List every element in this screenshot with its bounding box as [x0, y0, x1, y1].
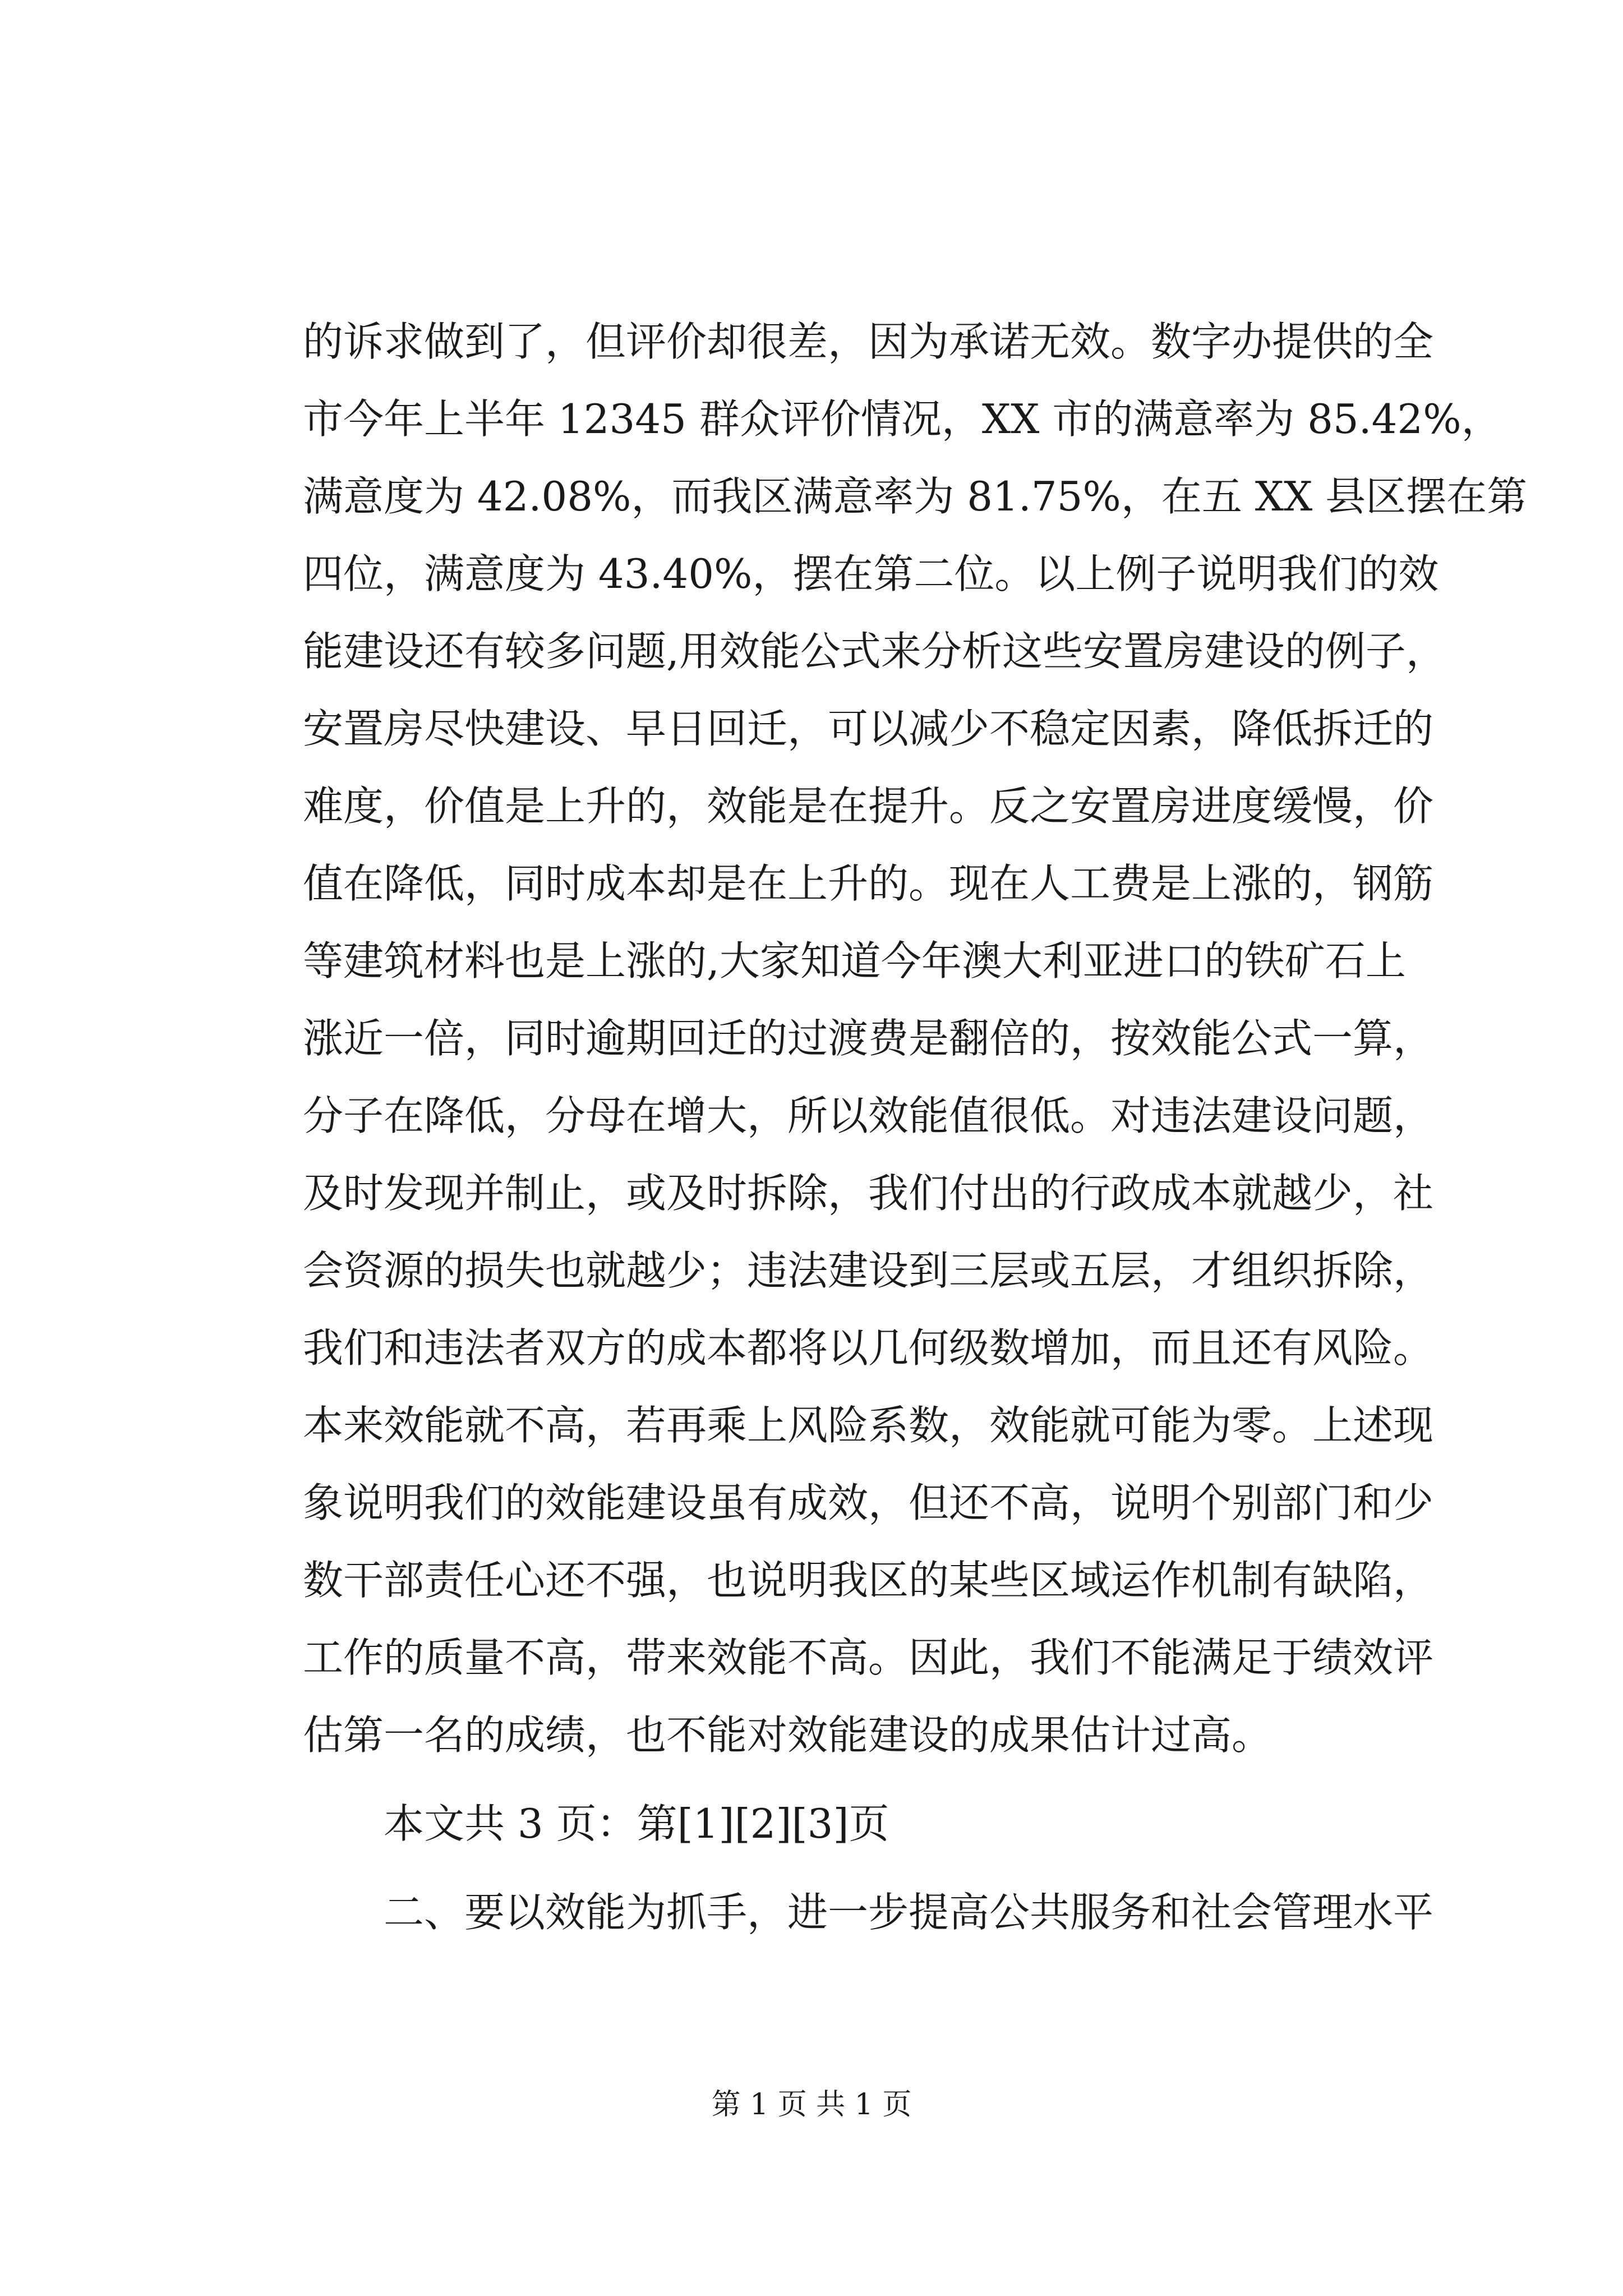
- paragraph-line: 安置房尽快建设、早日回迁，可以减少不稳定因素，降低拆迁的: [303, 705, 1434, 752]
- paragraph-line-last: 估第一名的成绩，也不能对效能建设的成果估计过高。: [303, 1711, 1272, 1759]
- document-body: [303, 303, 1528, 1951]
- paragraph-line: 工作的质量不高，带来效能不高。因此，我们不能满足于绩效评: [303, 1634, 1434, 1681]
- paragraph-line: 我们和违法者双方的成本都将以几何级数增加，而且还有风险。: [303, 1324, 1434, 1372]
- paragraph-line: 象说明我们的效能建设虽有成效，但还不高，说明个别部门和少: [303, 1479, 1434, 1526]
- section-heading: 二、要以效能为抓手，进一步提高公共服务和社会管理水平: [384, 1889, 1434, 1936]
- paragraph-line: 本来效能就不高，若再乘上风险系数，效能就可能为零。上述现: [303, 1402, 1434, 1449]
- paragraph-line: 四位，满意度为 43.40%，摆在第二位。以上例子说明我们的效: [303, 550, 1439, 597]
- paragraph-line: 市今年上半年 12345 群众评价情况，XX 市的满意率为 85.42%，: [303, 395, 1502, 443]
- paragraph-line: 满意度为 42.08%，而我区满意率为 81.75%，在五 XX 县区摆在第: [303, 473, 1528, 520]
- paragraph-line: 及时发现并制止，或及时拆除，我们付出的行政成本就越少，社: [303, 1170, 1434, 1217]
- paragraph-line: 涨近一倍，同时逾期回迁的过渡费是翻倍的，按效能公式一算，: [303, 1015, 1434, 1062]
- paragraph-line: 难度，价值是上升的，效能是在提升。反之安置房进度缓慢，价: [303, 783, 1434, 830]
- paragraph-line: 值在降低，同时成本却是在上升的。现在人工费是上涨的，钢筋: [303, 860, 1434, 907]
- paragraph-line: 数干部责任心还不强，也说明我区的某些区域运作机制有缺陷，: [303, 1557, 1434, 1604]
- paragraph-line: 的诉求做到了，但评价却很差，因为承诺无效。数字办提供的全: [303, 318, 1434, 365]
- page-footer: 第 1 页 共 1 页: [711, 2088, 912, 2122]
- paragraph-line: 会资源的损失也就越少；违法建设到三层或五层，才组织拆除，: [303, 1247, 1434, 1294]
- paragraph-line: 分子在降低，分母在增大，所以效能值很低。对违法建设问题，: [303, 1092, 1434, 1139]
- paragraph-line: 等建筑材料也是上涨的,大家知道今年澳大利亚进口的铁矿石上: [303, 937, 1406, 984]
- pagination-note: 本文共 3 页：第[1][2][3]页: [384, 1800, 889, 1847]
- paragraph-line: 能建设还有较多问题,用效能公式来分析这些安置房建设的例子，: [303, 628, 1446, 675]
